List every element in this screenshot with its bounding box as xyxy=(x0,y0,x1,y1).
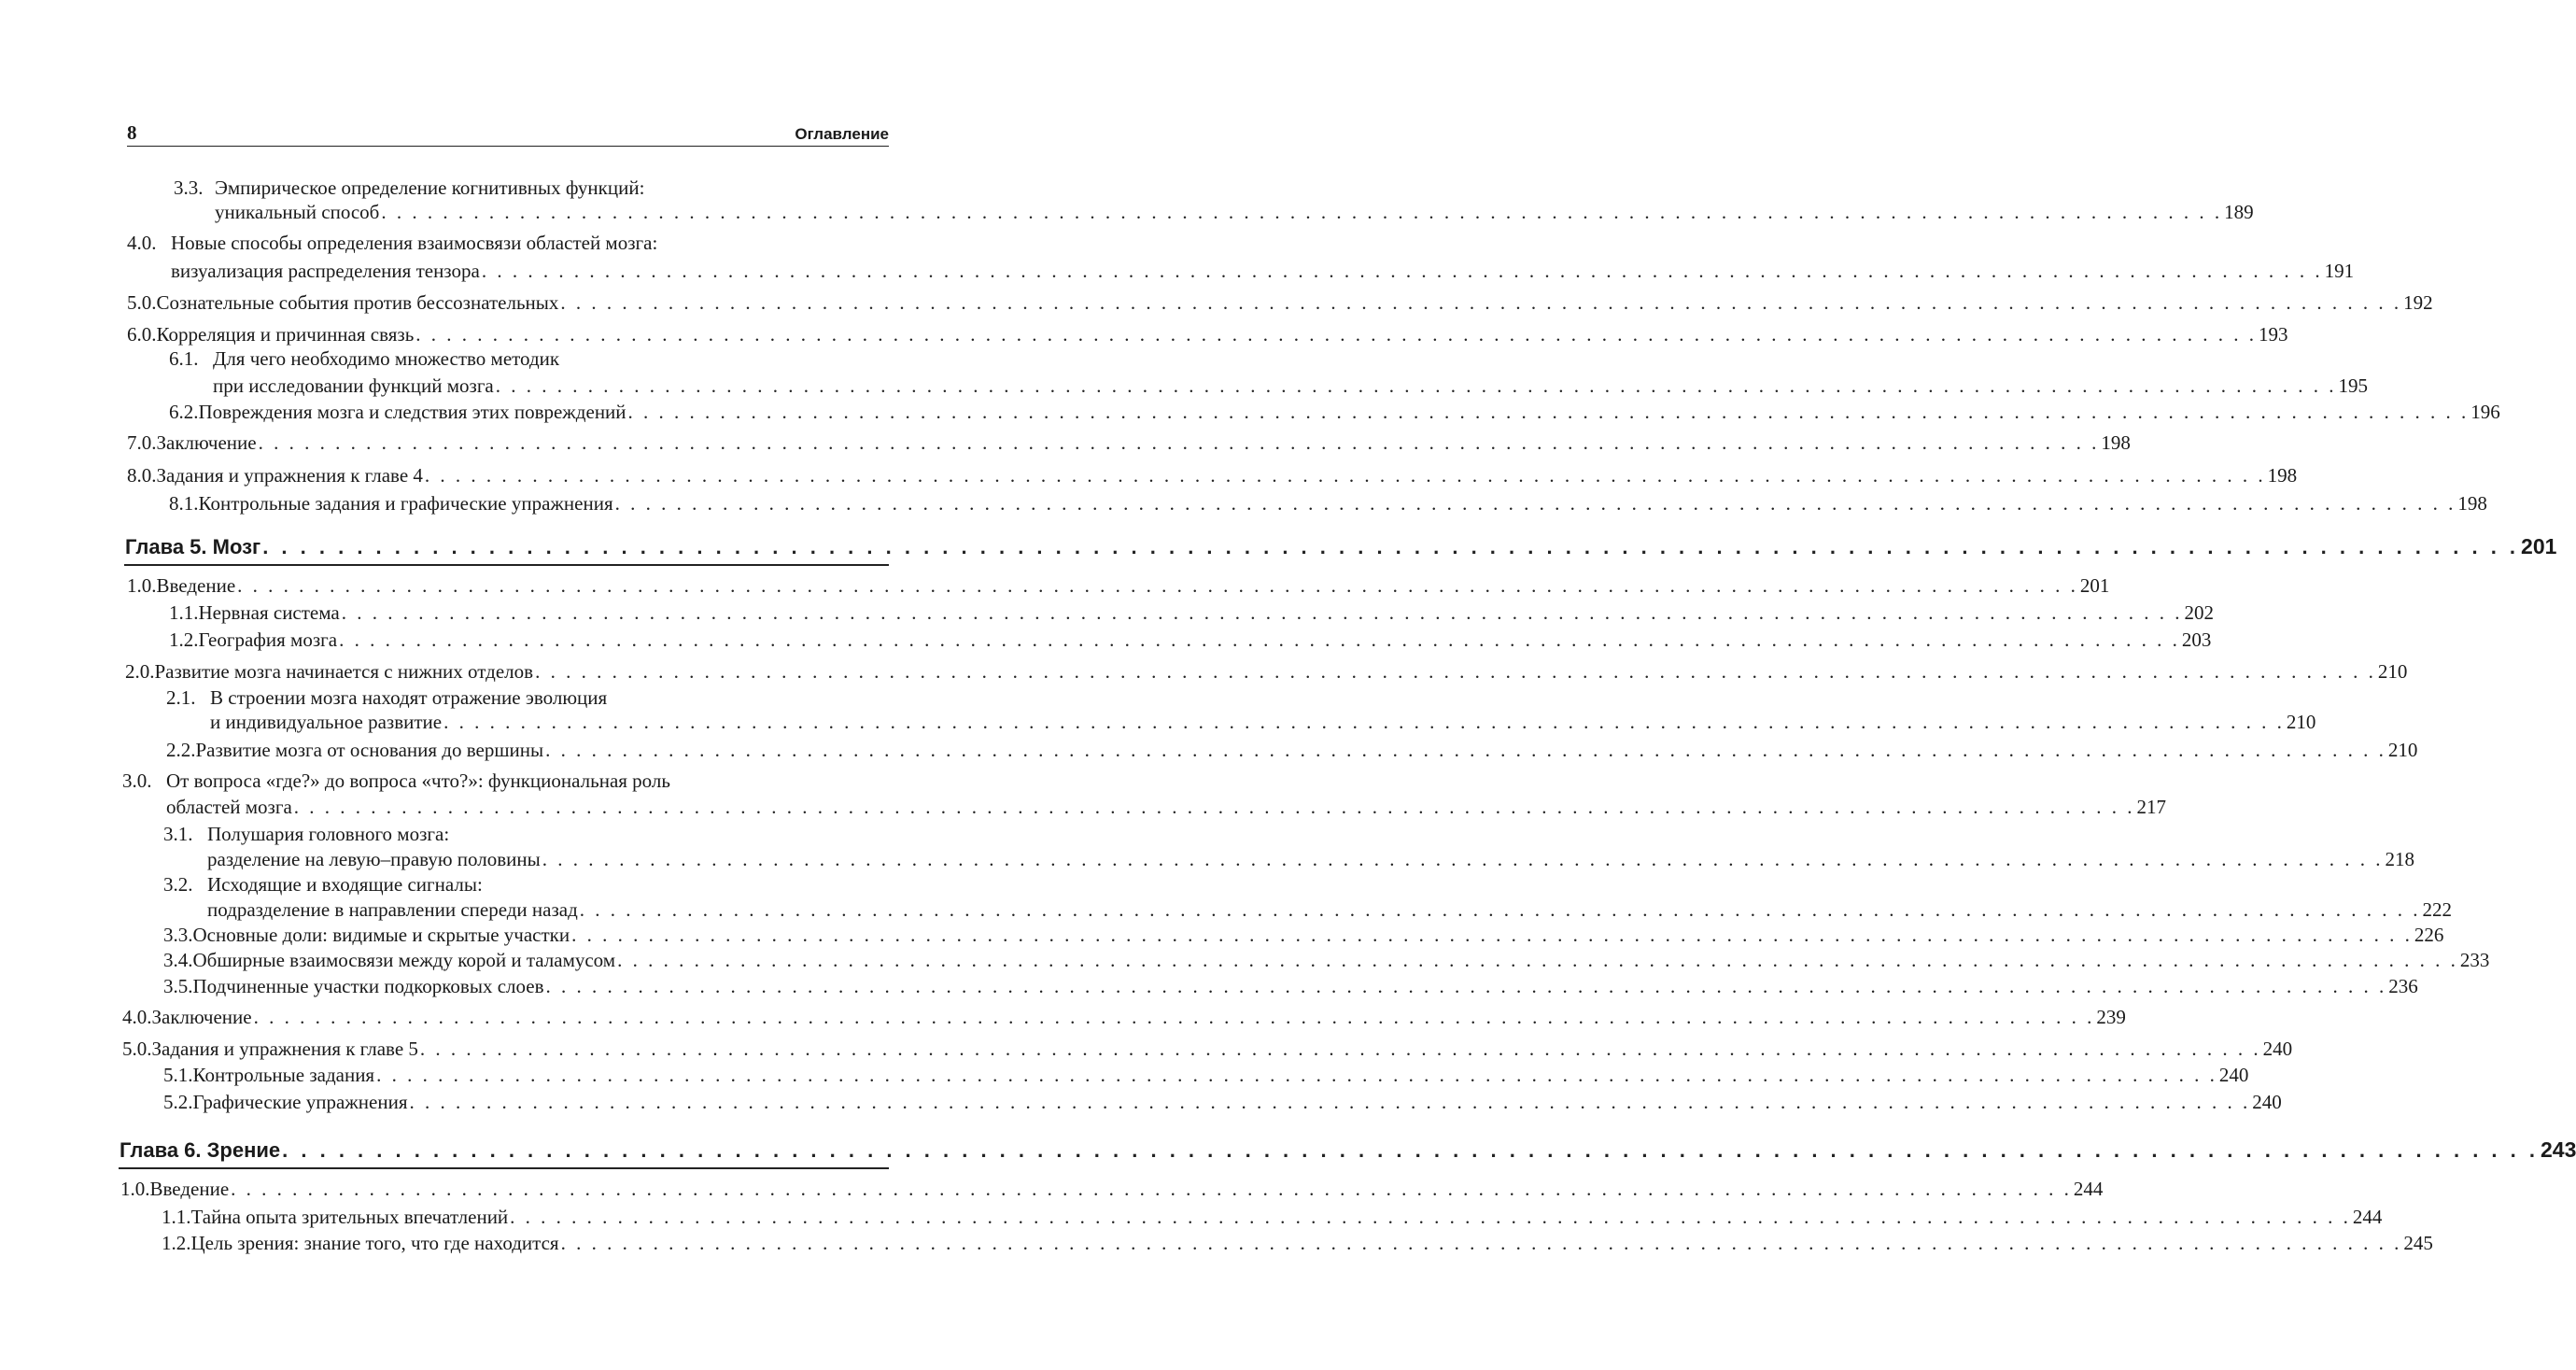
toc-entry-line xyxy=(213,374,2368,398)
dot-leader: . . . . . . . . . . . . . . . . . . . . . . . . . . . . . . . . . . . . . . . . . . . . . . . . . . . . . . . . . . . . . . . . . . . . . . . . . . . . . . . . . . . . . . . . . . . . . . . . . . . . . . . . . . . . . . . . . . . . . . . . xyxy=(571,924,2413,946)
page-ref: 189 xyxy=(2224,201,2254,223)
section-number: 7.0. xyxy=(127,431,157,454)
chapter-heading xyxy=(125,532,2557,560)
page-ref: 239 xyxy=(2096,1006,2126,1028)
section-title: Развитие мозга начинается с нижних отделов xyxy=(154,660,534,683)
section-title: Введение xyxy=(149,1178,230,1200)
section-number: 6.0. xyxy=(127,323,157,346)
toc-entry-line xyxy=(163,872,483,897)
toc-entry-line xyxy=(122,769,670,793)
section-title: Графические упражнения xyxy=(192,1091,408,1113)
page-ref: 240 xyxy=(2262,1038,2293,1060)
toc-entry-line xyxy=(122,1005,2126,1029)
page-ref: 193 xyxy=(2259,323,2288,346)
section-number: 3.2. xyxy=(163,873,193,896)
dot-leader: . . . . . . . . . . . . . . . . . . . . . . . . . . . . . . . . . . . . . . . . . . . . . . . . . . . . . . . . . . . . . . . . . . . . . . . . . . . . . . . . . . . . . . . . . . . . . . . . . . . . . . . . . . . . . . . . . . . . . . . . xyxy=(579,898,2421,921)
section-title: Полушария головного мозга: xyxy=(207,823,450,845)
dot-leader: . . . . . . . . . . . . . . . . . . . . . . . . . . . . . . . . . . . . . . . . . . . . . . . . . . . . . . . . . . . . . . . . . . . . . . . . . . . . . . . . . . . . . . . . . . . . . . . . . . . . . . . . . . . . . . . . . . . . . . . . xyxy=(542,848,2384,870)
chapter-heading xyxy=(120,1136,2576,1164)
section-number: 5.2. xyxy=(163,1091,193,1113)
section-title: Заключение xyxy=(151,1006,252,1028)
dot-leader: . . . . . . . . . . . . . . . . . . . . . . . . . . . . . . . . . . . . . . . . . . . . . . . . . . . . . . . . . . . . . . . . . . . . . . . . . . . . . . . . . . . . . . . . . . . . . . . . . . . . . . . . . . . . . . . . . . . . . . . . xyxy=(495,374,2337,397)
toc-entry-line xyxy=(163,923,2444,947)
dot-leader: . . . . . . . . . . . . . . . . . . . . . . . . . . . . . . . . . . . . . . . . . . . . . . . . . . . . . . . . . . . . . . . . . . . . . . . . . . . . . . . . . . . . . . . . . . . . . . . . . . . . . . . . . . . . . . . . . . . . . . . . xyxy=(627,401,2470,423)
toc-entry-line xyxy=(169,491,2487,516)
toc-entry-line xyxy=(127,573,2110,598)
toc-entry-line xyxy=(163,948,2490,972)
section-title: и индивидуальное развитие xyxy=(210,711,443,733)
dot-leader: . . . . . . . . . . . . . . . . . . . . . . . . . . . . . . . . . . . . . . . . . . . . . . . . . . . . . . . . . . . . . . . . . . . . . . . . . . . . . . . . . . . . . . . . . . . . . . . . . . . . . . . . . . . . . . . . . . . . . . . . xyxy=(381,201,2223,223)
toc-entry-line xyxy=(169,400,2500,424)
dot-leader: . . . . . . . . . . . . . . . . . . . . . . . . . . . . . . . . . . . . . . . . . . . . . . . . . . . . . . . . . . . . . . . . . . . . . . . . . . . . . . . . . . . . . . . . . . . . . . . . . . . . . . . . . . . . . . . . . . . . . . . . xyxy=(339,629,2180,651)
page-ref: 210 xyxy=(2387,739,2418,761)
toc-entry-line xyxy=(122,1037,2293,1061)
dot-leader: . . . . . . . . . . . . . . . . . . . . . . . . . . . . . . . . . . . . . . . . . . . . . . . . . . . . . . . . . . . . . . . . . . . . . . . . . . . . . . . . . . . . . . . . . . . . . . . . . . . . . . . . . . . . . . . . . . . . . . . . xyxy=(545,975,2387,997)
section-number: 4.0. xyxy=(127,232,157,254)
section-number: 3.1. xyxy=(163,823,193,845)
page-ref: 196 xyxy=(2470,401,2500,423)
section-number: 1.0. xyxy=(120,1178,150,1200)
dot-leader: . . . . . . . . . . . . . . . . . . . . . . . . . . . . . . . . . . . . . . . . . . . . . . . . . . . . . . . . . . . . . . . . . . . . . . . . . . . . . . . . . . . . . . . . . . . . . . . . . . . . . . . . . . . . . . . . . . . . . . . . xyxy=(545,739,2386,761)
page-ref: 245 xyxy=(2403,1232,2433,1254)
toc-entry-line xyxy=(215,200,2254,224)
page-ref: 240 xyxy=(2218,1064,2249,1086)
toc-entry-line xyxy=(169,628,2212,652)
section-title: Новые способы определения взаимосвязи областей мозга: xyxy=(171,232,658,254)
section-title: География мозга xyxy=(198,629,338,651)
toc-entry-line xyxy=(166,685,607,710)
dot-leader: . . . . . . . . . . . . . . . . . . . . . . . . . . . . . . . . . . . . . . . . . . . . . . . . . . . . . . . . . . . . . . . . . . . . . . . . . . . . . . . . . . . . . . . . . . . . . . . . . . . . . . . . . . . . . . . . . . . . . . . . xyxy=(258,431,2100,454)
section-title: Задания и упражнения к главе 4 xyxy=(156,464,423,487)
page-ref: 210 xyxy=(2377,660,2408,683)
section-title: Цель зрения: знание того, что где находится xyxy=(190,1232,559,1254)
toc-entry-line xyxy=(163,822,449,846)
section-number: 4.0. xyxy=(122,1006,152,1028)
dot-leader: . . . . . . . . . . . . . . . . . . . . . . . . . . . . . . . . . . . . . . . . . . . . . . . . . . . . . . . . . . . . . . . . . . . . . . . . . . . . . . . . . . . . . . . . . . . . . . . . . . . . . . . . . . . . . . . . . . . . . . . . xyxy=(231,1178,2072,1200)
section-number: 2.0. xyxy=(125,660,155,683)
toc-entry-line xyxy=(163,974,2418,998)
dot-leader: . . . . . . . . . . . . . . . . . . . . . . . . . . . . . . . . . . . . . . . . . . . . . . . . . . . . . . . . . . . . . . . . . . . . . . . . . . . . . . . . . . . . . . . . . . . . . . . . . . . . . . . . . . . . . . . . . . . . . . . . xyxy=(424,464,2266,487)
chapter-title: Глава 6. Зрение xyxy=(120,1138,281,1162)
page-number: 8 xyxy=(127,121,137,144)
page-ref: 192 xyxy=(2403,291,2433,314)
section-title: Развитие мозга от основания до вершины xyxy=(195,739,544,761)
section-number: 1.0. xyxy=(127,574,157,597)
toc-entry-line xyxy=(125,659,2408,684)
dot-leader: . . . . . . . . . . . . . . . . . . . . . . . . . . . . . . . . . . . . . . . . . . . . . . . . . . . . . . . . . . . . . . . . . . . . . . . . . . . . . . . . . . . . . . . . . . . . . . . . . . . . . . . . . . . . . . . . . . . . . . . . xyxy=(237,574,2078,597)
section-title: областей мозга xyxy=(166,796,292,818)
page-ref: 243 xyxy=(2540,1137,2576,1162)
section-title: Контрольные задания и графические упражнения xyxy=(198,492,613,515)
section-title: подразделение в направлении спереди назад xyxy=(207,898,578,921)
section-number: 3.4. xyxy=(163,949,193,971)
toc-entry-line xyxy=(163,1090,2282,1114)
section-title: Обширные взаимосвязи между корой и таламусом xyxy=(192,949,616,971)
section-title: Введение xyxy=(156,574,236,597)
section-title: при исследовании функций мозга xyxy=(213,374,494,397)
page-ref: 210 xyxy=(2286,711,2316,733)
dot-leader: . . . . . . . . . . . . . . . . . . . . . . . . . . . . . . . . . . . . . . . . . . . . . . . . . . . . . . . . . . . . . . . . . . . . . . . . . . . . . . . . . . . . . . . . . . . . . . . . . . . . . . . . . . . . . . . . . . . . . . . . xyxy=(560,1232,2402,1254)
dot-leader: . . . . . . . . . . . . . . . . . . . . . . . . . . . . . . . . . . . . . . . . . . . . . . . . . . . . . . . . . . . . . . . . . . . . . . . . . . . . . . . . . . . . . . . . . . . . . . . . . . . . . . . . . . . . . . . . . . . . . . . . xyxy=(376,1064,2217,1086)
section-title: Задания и упражнения к главе 5 xyxy=(151,1038,418,1060)
page-ref: 217 xyxy=(2136,796,2167,818)
toc-entry-line xyxy=(169,600,2214,625)
section-number: 1.2. xyxy=(162,1232,191,1254)
page-ref: 195 xyxy=(2338,374,2368,397)
toc-entry-line xyxy=(127,290,2433,315)
page-ref: 191 xyxy=(2324,260,2355,282)
section-number: 3.0. xyxy=(122,770,152,792)
toc-entry-line xyxy=(162,1205,2383,1229)
section-title: Исходящие и входящие сигналы: xyxy=(207,873,483,896)
dot-leader: . . . . . . . . . . . . . . . . . . . . . . . . . . . . . . . . . . . . . . . . . . . . . . . . . . . . . . . . . . . . . . . . . . . . . . . . . . . . . . . . . . . . . . . . . . . . . . . . . . . . . . . . . . . . . . . . . . . . . . . . xyxy=(614,492,2456,515)
section-title: Сознательные события против бессознательных xyxy=(156,291,559,314)
section-title: Корреляция и причинная связь xyxy=(156,323,415,346)
section-title: разделение на левую–правую половины xyxy=(207,848,541,870)
page-ref: 203 xyxy=(2181,629,2212,651)
page-ref: 198 xyxy=(2101,431,2131,454)
section-number: 5.1. xyxy=(163,1064,193,1086)
page-ref: 218 xyxy=(2385,848,2414,870)
dot-leader: . . . . . . . . . . . . . . . . . . . . . . . . . . . . . . . . . . . . . . . . . . . . . . . . . . . . . . . . . . . . . . . . . . . . . . . . . . . . . . . . . . . . . . . . . . . . . . . . . . . . . . . . . . . . . . . . . . . . . . . . xyxy=(419,1038,2261,1060)
chapter-title: Глава 5. Мозг xyxy=(125,535,261,558)
section-number: 5.0. xyxy=(127,291,157,314)
toc-entry-line xyxy=(171,259,2355,283)
section-number: 2.1. xyxy=(166,686,196,709)
dot-leader: . . . . . . . . . . . . . . . . . . . . . . . . . . . . . . . . . . . . . . . . . . . . . . . . . . . . . . . . . . . . . . . . . . . . . . . . . . . . . . . . . . . . . . . . . . . . . . . . . . . . . . . . . . . . . . . . . . . . . . . . xyxy=(341,601,2183,624)
page-ref: 244 xyxy=(2352,1206,2383,1228)
running-head: Оглавление xyxy=(795,125,889,143)
section-title: Нервная система xyxy=(198,601,340,624)
section-number: 6.2. xyxy=(169,401,199,423)
toc-entry-line xyxy=(174,176,644,200)
page-header xyxy=(127,120,889,147)
section-title: От вопроса «где?» до вопроса «что?»: функциональная роль xyxy=(166,770,670,792)
toc-entry-line xyxy=(127,231,657,255)
page-ref: 236 xyxy=(2388,975,2418,997)
toc-entry-line xyxy=(127,322,2288,346)
section-title: Тайна опыта зрительных впечатлений xyxy=(190,1206,509,1228)
dot-leader: . . . . . . . . . . . . . . . . . . . . . . . . . . . . . . . . . . . . . . . . . . . . . . . . . . . . . . . . . . . . . . . . . . . . . . . . . . . . . . . . . . . . . . . . . . . . . . . . . . . . . . . . . . . . . . . . . . . . . . . . xyxy=(415,323,2258,346)
dot-leader: . . . . . . . . . . . . . . . . . . . . . . . . . . . . . . . . . . . . . . . . . . . . . . . . . . . . . . . . . . . . . . . . . . . . . . . . . . . . . . . . . . . . . . . . . . . . . . . . . . . . . . . . . . . . . . . . . . . . . . . . xyxy=(443,711,2285,733)
toc-entry-line xyxy=(120,1177,2104,1201)
section-number: 1.1. xyxy=(169,601,199,624)
toc-entry-line xyxy=(127,463,2298,487)
section-title: Основные доли: видимые и скрытые участки xyxy=(192,924,570,946)
toc-entry-line xyxy=(166,738,2418,762)
dot-leader: . . . . . . . . . . . . . . . . . . . . . . . . . . . . . . . . . . . . . . . . . . . . . . . . . . . . . . . . . . . . . . . . . . . . . . . . . . . . . . . . . . . . . . . . . . . . . . . . . . . . . . . . . . . . . . . . . . . . . . . . xyxy=(560,291,2402,314)
toc-entry-line xyxy=(169,346,559,371)
section-number: 8.0. xyxy=(127,464,157,487)
section-title: Контрольные задания xyxy=(192,1064,375,1086)
dot-leader: . . . . . . . . . . . . . . . . . . . . . . . . . . . . . . . . . . . . . . . . . . . . . . . . . . . . . . . . . . . . . . . . . . . . . . . . . . . . . . . . . . . . . . . . . . . . . . . . . . . . . . . . . . . . . . . . . . . . . . . . xyxy=(282,1138,2539,1162)
section-number: 6.1. xyxy=(169,347,199,370)
dot-leader: . . . . . . . . . . . . . . . . . . . . . . . . . . . . . . . . . . . . . . . . . . . . . . . . . . . . . . . . . . . . . . . . . . . . . . . . . . . . . . . . . . . . . . . . . . . . . . . . . . . . . . . . . . . . . . . . . . . . . . . . xyxy=(535,660,2376,683)
section-title: Подчиненные участки подкорковых слоев xyxy=(192,975,544,997)
section-number: 3.3. xyxy=(174,177,204,199)
section-number: 5.0. xyxy=(122,1038,152,1060)
page-ref: 226 xyxy=(2414,924,2444,946)
section-title: Повреждения мозга и следствия этих повреждений xyxy=(198,401,626,423)
dot-leader: . . . . . . . . . . . . . . . . . . . . . . . . . . . . . . . . . . . . . . . . . . . . . . . . . . . . . . . . . . . . . . . . . . . . . . . . . . . . . . . . . . . . . . . . . . . . . . . . . . . . . . . . . . . . . . . . . . . . . . . . xyxy=(293,796,2135,818)
page-ref: 202 xyxy=(2184,601,2214,624)
page-ref: 198 xyxy=(2267,464,2298,487)
section-title: визуализация распределения тензора xyxy=(171,260,480,282)
section-number: 1.2. xyxy=(169,629,199,651)
page-ref: 198 xyxy=(2457,492,2487,515)
toc-entry-line xyxy=(127,431,2131,455)
section-number: 8.1. xyxy=(169,492,199,515)
section-title: уникальный способ xyxy=(215,201,380,223)
dot-leader: . . . . . . . . . . . . . . . . . . . . . . . . . . . . . . . . . . . . . . . . . . . . . . . . . . . . . . . . . . . . . . . . . . . . . . . . . . . . . . . . . . . . . . . . . . . . . . . . . . . . . . . . . . . . . . . . . . . . . . . . xyxy=(262,535,2520,558)
dot-leader: . . . . . . . . . . . . . . . . . . . . . . . . . . . . . . . . . . . . . . . . . . . . . . . . . . . . . . . . . . . . . . . . . . . . . . . . . . . . . . . . . . . . . . . . . . . . . . . . . . . . . . . . . . . . . . . . . . . . . . . . xyxy=(481,260,2323,282)
dot-leader: . . . . . . . . . . . . . . . . . . . . . . . . . . . . . . . . . . . . . . . . . . . . . . . . . . . . . . . . . . . . . . . . . . . . . . . . . . . . . . . . . . . . . . . . . . . . . . . . . . . . . . . . . . . . . . . . . . . . . . . . xyxy=(617,949,2458,971)
page-ref: 233 xyxy=(2459,949,2490,971)
section-number: 2.2. xyxy=(166,739,196,761)
toc-entry-line xyxy=(166,795,2167,819)
section-title: Эмпирическое определение когнитивных функций: xyxy=(215,177,645,199)
toc-entry-line xyxy=(162,1231,2433,1255)
chapter-divider xyxy=(124,564,889,566)
page-ref: 201 xyxy=(2521,534,2557,558)
toc-entry-line xyxy=(210,710,2316,734)
page-ref: 222 xyxy=(2422,898,2453,921)
section-title: В строении мозга находят отражение эволюция xyxy=(210,686,608,709)
section-number: 3.5. xyxy=(163,975,193,997)
toc-entry-line xyxy=(207,847,2414,871)
toc-entry-line xyxy=(207,897,2453,922)
dot-leader: . . . . . . . . . . . . . . . . . . . . . . . . . . . . . . . . . . . . . . . . . . . . . . . . . . . . . . . . . . . . . . . . . . . . . . . . . . . . . . . . . . . . . . . . . . . . . . . . . . . . . . . . . . . . . . . . . . . . . . . . xyxy=(510,1206,2351,1228)
section-number: 3.3. xyxy=(163,924,193,946)
toc-entry-line xyxy=(163,1063,2249,1087)
page-ref: 240 xyxy=(2252,1091,2282,1113)
section-title: Заключение xyxy=(156,431,257,454)
page-ref: 201 xyxy=(2079,574,2110,597)
dot-leader: . . . . . . . . . . . . . . . . . . . . . . . . . . . . . . . . . . . . . . . . . . . . . . . . . . . . . . . . . . . . . . . . . . . . . . . . . . . . . . . . . . . . . . . . . . . . . . . . . . . . . . . . . . . . . . . . . . . . . . . . xyxy=(409,1091,2251,1113)
dot-leader: . . . . . . . . . . . . . . . . . . . . . . . . . . . . . . . . . . . . . . . . . . . . . . . . . . . . . . . . . . . . . . . . . . . . . . . . . . . . . . . . . . . . . . . . . . . . . . . . . . . . . . . . . . . . . . . . . . . . . . . . xyxy=(253,1006,2095,1028)
chapter-divider xyxy=(119,1167,889,1169)
section-number: 1.1. xyxy=(162,1206,191,1228)
section-title: Для чего необходимо множество методик xyxy=(213,347,560,370)
page-ref: 244 xyxy=(2073,1178,2104,1200)
